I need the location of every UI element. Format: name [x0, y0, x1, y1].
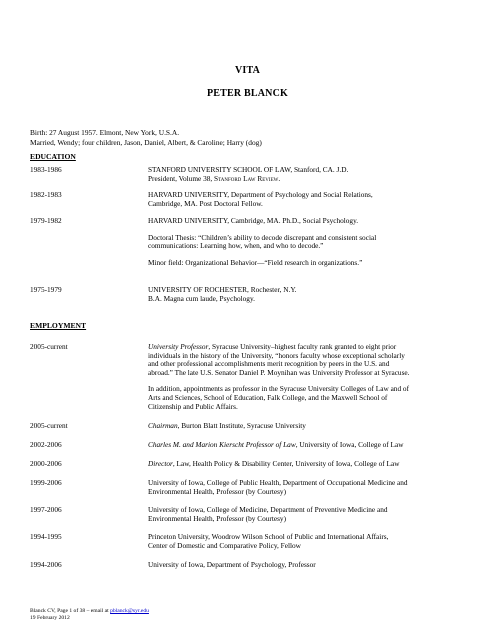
entry-line: Arts and Sciences, School of Education, Falk College, and the Maxwell School of	[148, 392, 388, 402]
footer-page-info: Blanck CV, Page 1 of 38 – email at pblanck@syr.edu	[30, 608, 149, 614]
employment-heading: EMPLOYMENT	[30, 321, 87, 330]
entry-line: STANFORD UNIVERSITY SCHOOL OF LAW, Stanford, CA. J.D.	[148, 165, 349, 174]
entry-line: B.A. Magna cum laude, Psychology.	[148, 293, 255, 303]
entry-line: HARVARD UNIVERSITY, Cambridge, MA. Ph.D., Social Psychology.	[148, 216, 359, 225]
entry-date: 1979-1982	[30, 216, 62, 225]
entry-line: Citizenship and Public Affairs.	[148, 401, 238, 411]
entry-line: Environmental Health, Professor (by Courtesy)	[148, 486, 287, 496]
entry-line: Environmental Health, Professor (by Courtesy)	[148, 513, 287, 523]
entry-body	[148, 479, 480, 496]
entry-date: 2000-2006	[30, 459, 62, 468]
entry-line: University of Iowa, College of Public Health, Department of Occupational Medicine and	[148, 478, 408, 487]
entry-date: 1994-2006	[30, 560, 62, 569]
entry-date: 1999-2006	[30, 478, 62, 487]
thesis-line: communications: Learning how, when, and who to decode.”	[148, 241, 324, 251]
entry-line: In addition, appointments as professor in the Syracuse University Colleges of Law and of	[148, 384, 410, 394]
entry-line: individuals in the history of the University, “honors faculty whose exceptional scholarly	[148, 350, 405, 360]
education-heading: EDUCATION	[30, 152, 76, 161]
entry-date: 1975-1979	[30, 285, 62, 294]
entry-date: 2002-2006	[30, 440, 62, 449]
entry-line: abroad.” The late U.S. Senator Daniel P. Moynihan was University Professor at Syracuse.	[148, 367, 410, 377]
birth-info: Birth: 27 August 1957. Elmont, New York, U.S.A.	[30, 128, 180, 137]
entry-line: University Professor, Syracuse University–highest faculty rank granted to eight prior	[148, 342, 397, 351]
entry-body	[148, 286, 480, 303]
entry-body	[148, 166, 480, 183]
entry-line: and other professional accomplishments merit recognition by peers in the U.S. and	[148, 359, 390, 369]
entry-line: Cambridge, MA. Post Doctoral Fellow.	[148, 198, 263, 208]
entry-date: 1997-2006	[30, 505, 62, 514]
entry-line: University of Iowa, Department of Psychology, Professor	[148, 560, 316, 569]
entry-date: 2005-current	[30, 342, 68, 351]
entry-date: 1983-1986	[30, 165, 62, 174]
entry-body	[148, 422, 480, 431]
entry-date: 2005-current	[30, 421, 68, 430]
person-name: PETER BLANCK	[206, 88, 289, 99]
page-footer	[30, 608, 149, 622]
entry-body	[148, 217, 480, 267]
entry-line: Charles M. and Marion Kierscht Professor of Law, University of Iowa, College of Law	[148, 440, 404, 449]
minor-field: Minor field: Organizational Behavior—“Field research in organizations.”	[148, 257, 363, 267]
entry-line: Center of Domestic and Comparative Policy, Fellow	[148, 540, 301, 550]
entry-line: Director, Law, Health Policy & Disability Center, University of Iowa, College of Law	[148, 459, 400, 468]
entry-line: HARVARD UNIVERSITY, Department of Psychology and Social Relations,	[148, 190, 373, 199]
email-link[interactable]: pblanck@syr.edu	[110, 608, 149, 614]
entry-body	[148, 533, 480, 550]
entry-body	[148, 561, 480, 570]
entry-line: President, Volume 38, Stanford Law Review.	[148, 173, 281, 183]
entry-body	[148, 191, 480, 208]
entry-line: University of Iowa, College of Medicine, Department of Preventive Medicine and	[148, 505, 388, 514]
entry-body	[148, 343, 480, 411]
entry-date: 1994-1995	[30, 532, 62, 541]
entry-body	[148, 506, 480, 523]
entry-date: 1982-1983	[30, 190, 62, 199]
entry-line: Chairman, Burton Blatt Institute, Syracuse University	[148, 421, 306, 430]
entry-body	[148, 441, 480, 450]
entry-line: Princeton University, Woodrow Wilson School of Public and International Affairs,	[148, 532, 389, 541]
thesis-line: Doctoral Thesis: “Children’s ability to decode discrepant and consistent social	[148, 232, 377, 242]
entry-body	[148, 460, 480, 469]
document-title: VITA	[234, 65, 261, 76]
footer-date: 19 February 2012	[30, 615, 70, 621]
entry-line: UNIVERSITY OF ROCHESTER, Rochester, N.Y.	[148, 285, 297, 294]
family-info: Married, Wendy; four children, Jason, Daniel, Albert, & Caroline; Harry (dog)	[30, 138, 262, 147]
